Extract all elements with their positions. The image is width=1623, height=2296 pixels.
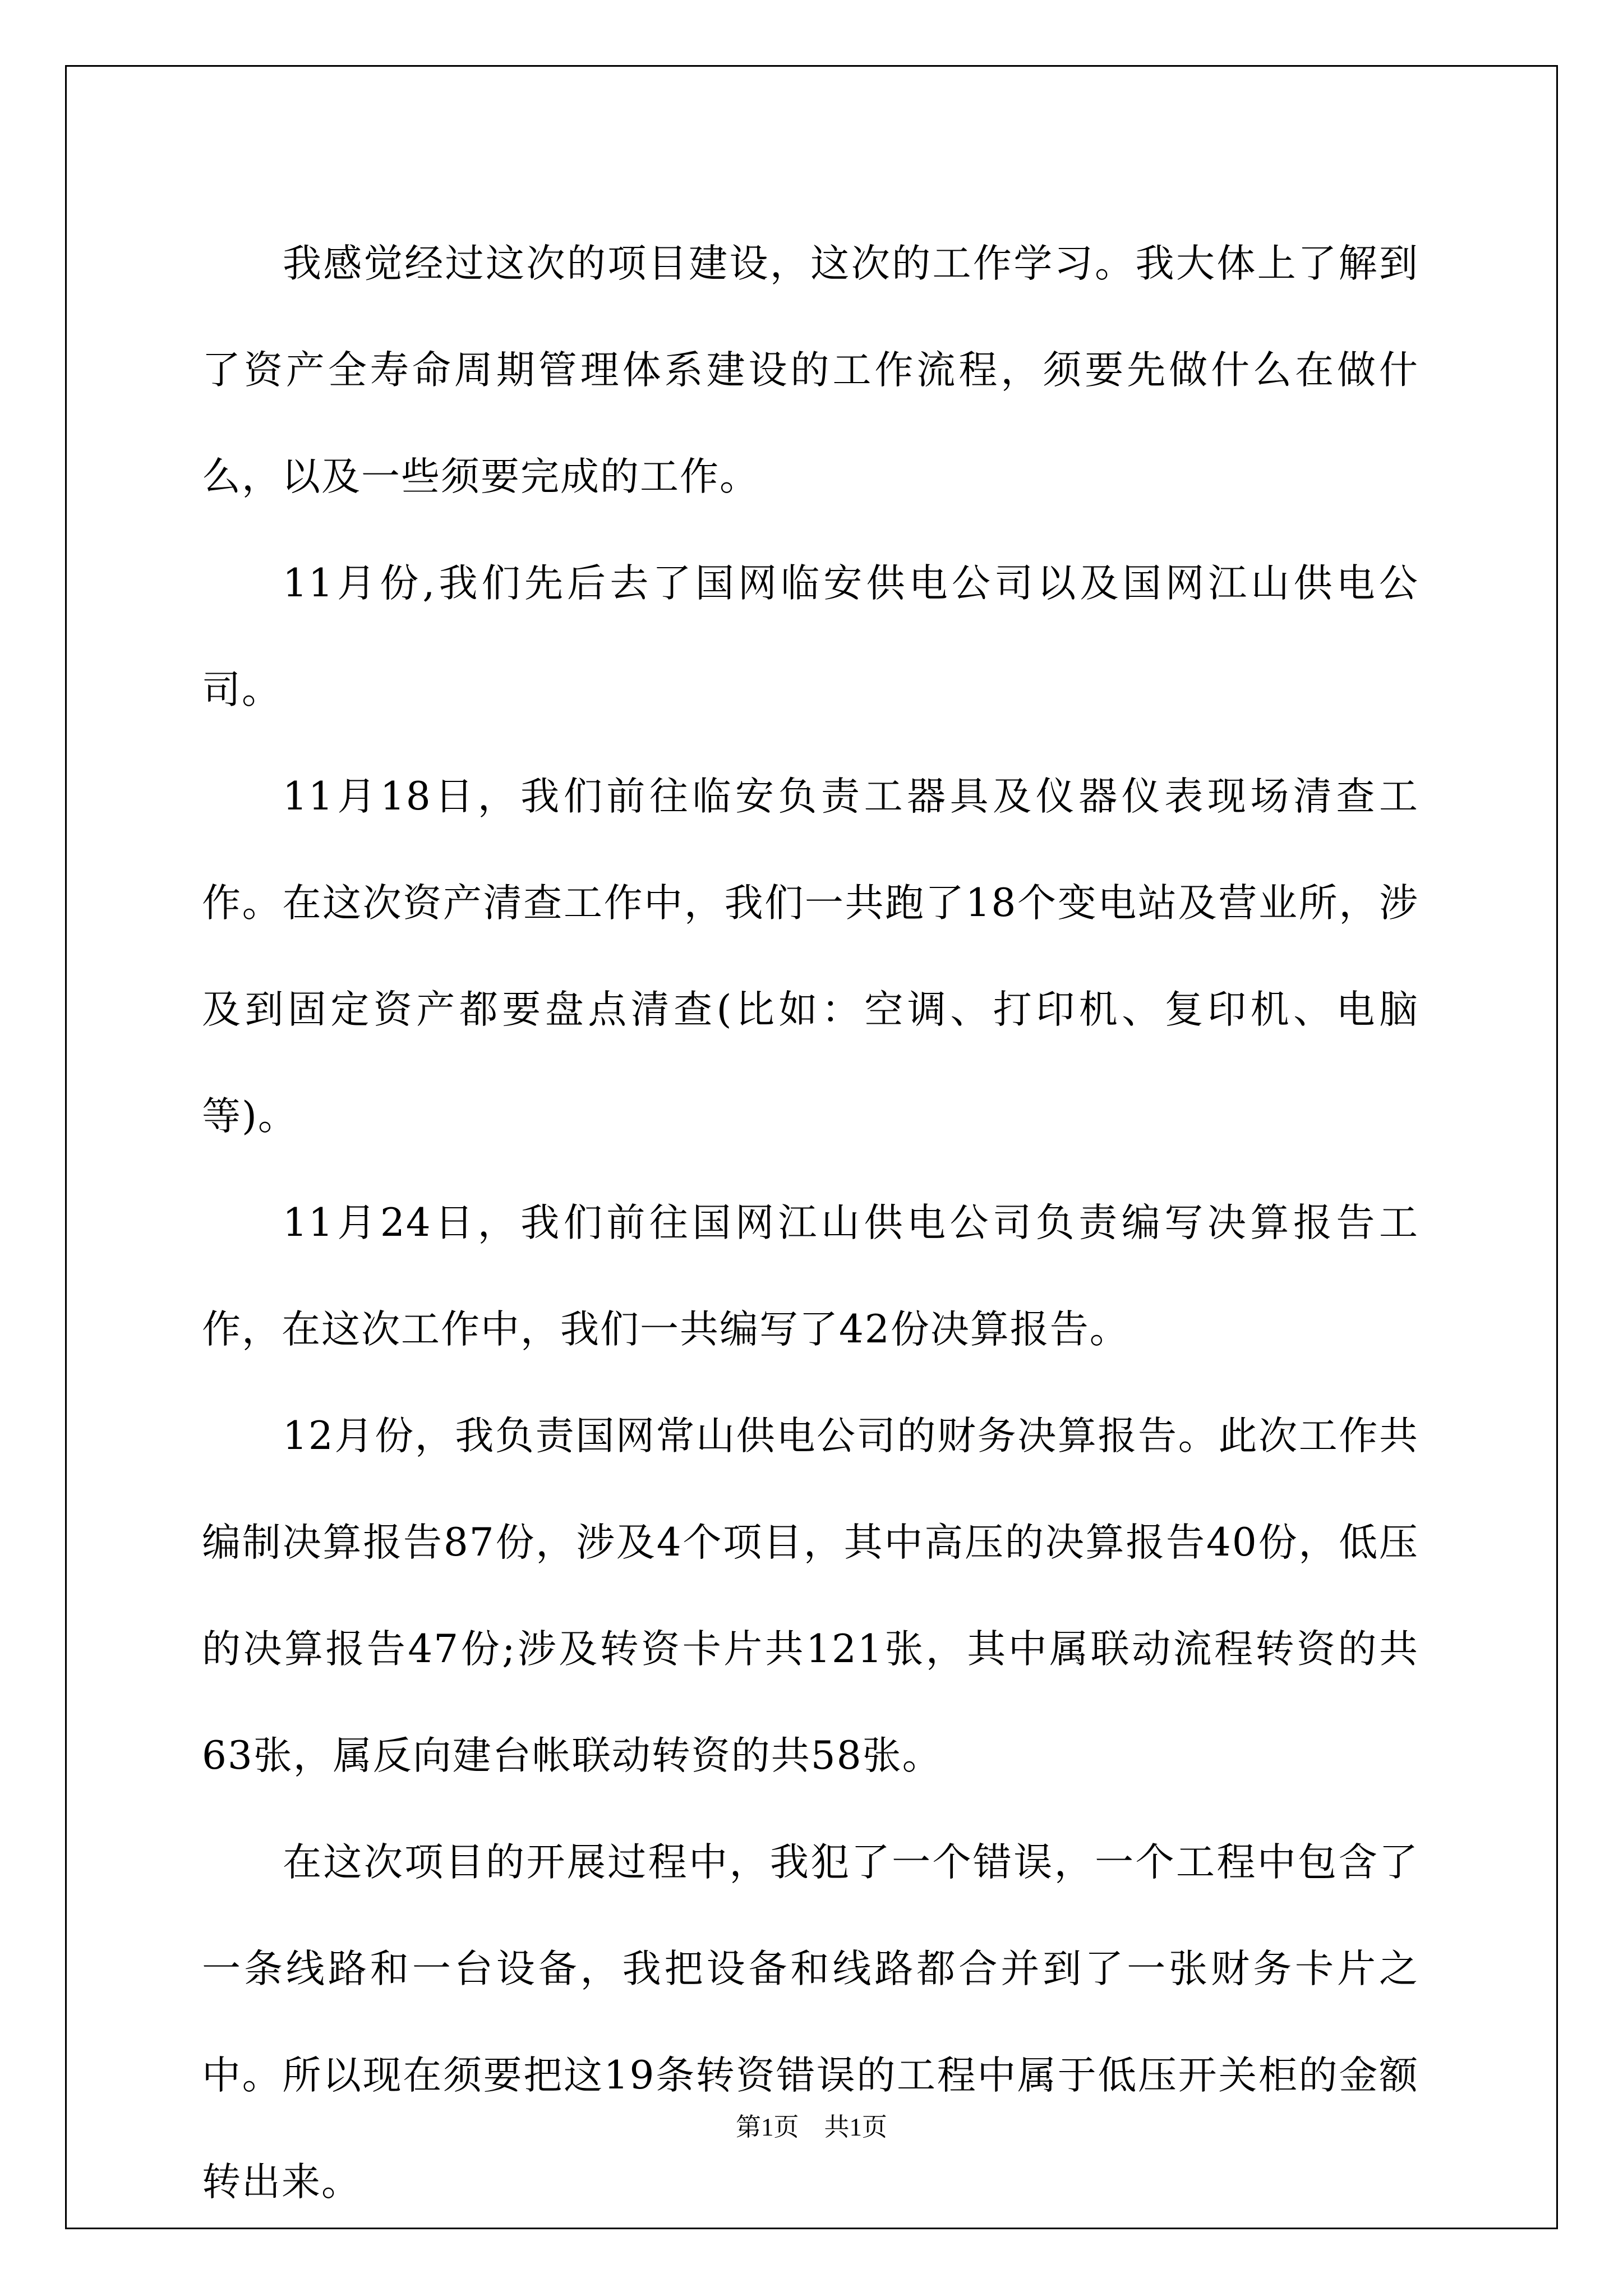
paragraph-2: 11月份,我们先后去了国网临安供电公司以及国网江山供电公司。	[202, 561, 1419, 712]
paragraph-4: 11月24日，我们前往国网江山供电公司负责编写决算报告工作，在这次工作中，我们一共编写了42份决算报告。	[202, 1200, 1419, 1352]
page-footer	[0, 2110, 1623, 2144]
paragraph-1: 我感觉经过这次的项目建设，这次的工作学习。我大体上了解到了资产全寿命周期管理体系建设的工作流程，须要先做什么在做什么，以及一些须要完成的工作。	[202, 241, 1419, 499]
document-body	[202, 210, 1419, 2235]
paragraph-5: 12月份，我负责国网常山供电公司的财务决算报告。此次工作共编制决算报告87份，涉及4个项目，其中高压的决算报告40份，低压的决算报告47份;涉及转资卡片共121张，其中属联动流程转资的共63张，属反向建台帐联动转资的共58张。	[202, 1414, 1419, 1778]
page-number: 第1页	[735, 2113, 799, 2141]
paragraph-3: 11月18日，我们前往临安负责工器具及仪器仪表现场清查工作。在这次资产清查工作中，我们一共跑了18个变电站及营业所，涉及到固定资产都要盘点清查(比如：空调、打印机、复印机、电脑等)。	[202, 774, 1419, 1139]
paragraph-6: 在这次项目的开展过程中，我犯了一个错误，一个工程中包含了一条线路和一台设备，我把设备和线路都合并到了一张财务卡片之中。所以现在须要把这19条转资错误的工程中属于低压开关柜的金额转出来。	[202, 1840, 1419, 2205]
page-total: 共1页	[824, 2113, 888, 2141]
